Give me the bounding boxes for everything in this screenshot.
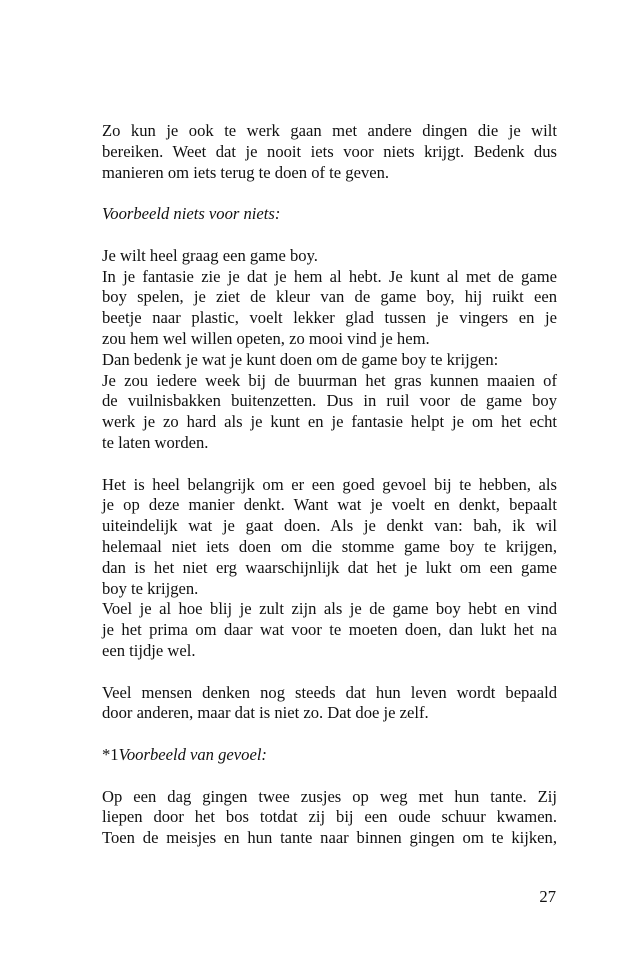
paragraph-gap — [102, 724, 557, 745]
paragraph-game-boy — [102, 246, 557, 454]
page-number: 27 — [539, 887, 556, 906]
text-line: boy spelen, je ziet de kleur van de game boy, hij ruikt een — [102, 287, 557, 307]
text-line: zou hem wel willen opeten, zo mooi vind je hem. — [102, 328, 430, 348]
text-line: door anderen, maar dat is niet zo. Dat doe je zelf. — [102, 703, 429, 723]
footnote-marker: *1 — [102, 744, 119, 764]
heading-example-feeling — [102, 745, 557, 766]
text-line: dan is het niet erg waarschijnlijk dat het je lukt om een game — [102, 557, 557, 577]
text-line: Het is heel belangrijk om er een goed gevoel bij te hebben, als — [102, 474, 557, 494]
heading-example-nothing-for-nothing — [102, 204, 557, 225]
text-line: Dan bedenk je wat je kunt doen om de game boy te krijgen: — [102, 349, 499, 369]
paragraph-intro — [102, 121, 557, 183]
heading-line — [102, 745, 557, 766]
paragraph-gap — [102, 225, 557, 246]
paragraph-others — [102, 683, 557, 725]
text-line: je op deze manier denkt. Want wat je voelt en denkt, bepaalt — [102, 495, 557, 515]
text-line: helemaal niet iets doen om die stomme game boy te krijgen, — [102, 536, 557, 556]
paragraph-story — [102, 787, 557, 849]
text-line: Toen de meisjes en hun tante naar binnen gingen om te kijken, — [102, 828, 557, 848]
text-line: Zo kun je ook te werk gaan met andere dingen die je wilt — [102, 121, 557, 140]
text-line: Op een dag gingen twee zusjes op weg met hun tante. Zij — [102, 786, 557, 806]
text-line: boy te krijgen. — [102, 578, 199, 598]
text-line: Veel mensen denken nog steeds dat hun leven wordt bepaald — [102, 682, 557, 702]
paragraph-good-feeling — [102, 475, 557, 662]
text-line: bereiken. Weet dat je nooit iets voor niets krijgt. Bedenk dus — [102, 141, 557, 161]
text-line: Je wilt heel graag een game boy. — [102, 245, 318, 265]
text-line: beetje naar plastic, voelt lekker glad tussen je vingers en je — [102, 308, 557, 328]
paragraph-gap — [102, 662, 557, 683]
text-line: uiteindelijk wat je gaat doen. Als je denkt van: bah, ik wil — [102, 516, 557, 536]
text-line: een tijdje wel. — [102, 640, 196, 660]
text-line: te laten worden. — [102, 432, 209, 452]
italic-heading: Voorbeeld niets voor niets: — [102, 204, 281, 224]
paragraph-gap — [102, 766, 557, 787]
text-line: de vuilnisbakken buitenzetten. Dus in ruil voor de game boy — [102, 391, 557, 411]
paragraph-gap — [102, 183, 557, 204]
text-line: werk je zo hard als je kunt en je fantasie helpt je om het echt — [102, 412, 557, 432]
page-body — [102, 121, 557, 849]
text-line: In je fantasie zie je dat je hem al hebt. Je kunt al met de game — [102, 266, 557, 286]
text-line: Je zou iedere week bij de buurman het gras kunnen maaien of — [102, 370, 557, 390]
paragraph-gap — [102, 454, 557, 475]
text-line: je het prima om daar wat voor te moeten doen, dan lukt het na — [102, 620, 557, 640]
text-line: liepen door het bos totdat zij bij een oude schuur kwamen. — [102, 807, 557, 827]
text-line: Voel je al hoe blij je zult zijn als je de game boy hebt en vind — [102, 599, 557, 619]
text-line: manieren om iets terug te doen of te geven. — [102, 162, 390, 182]
italic-heading: Voorbeeld van gevoel: — [118, 744, 267, 764]
